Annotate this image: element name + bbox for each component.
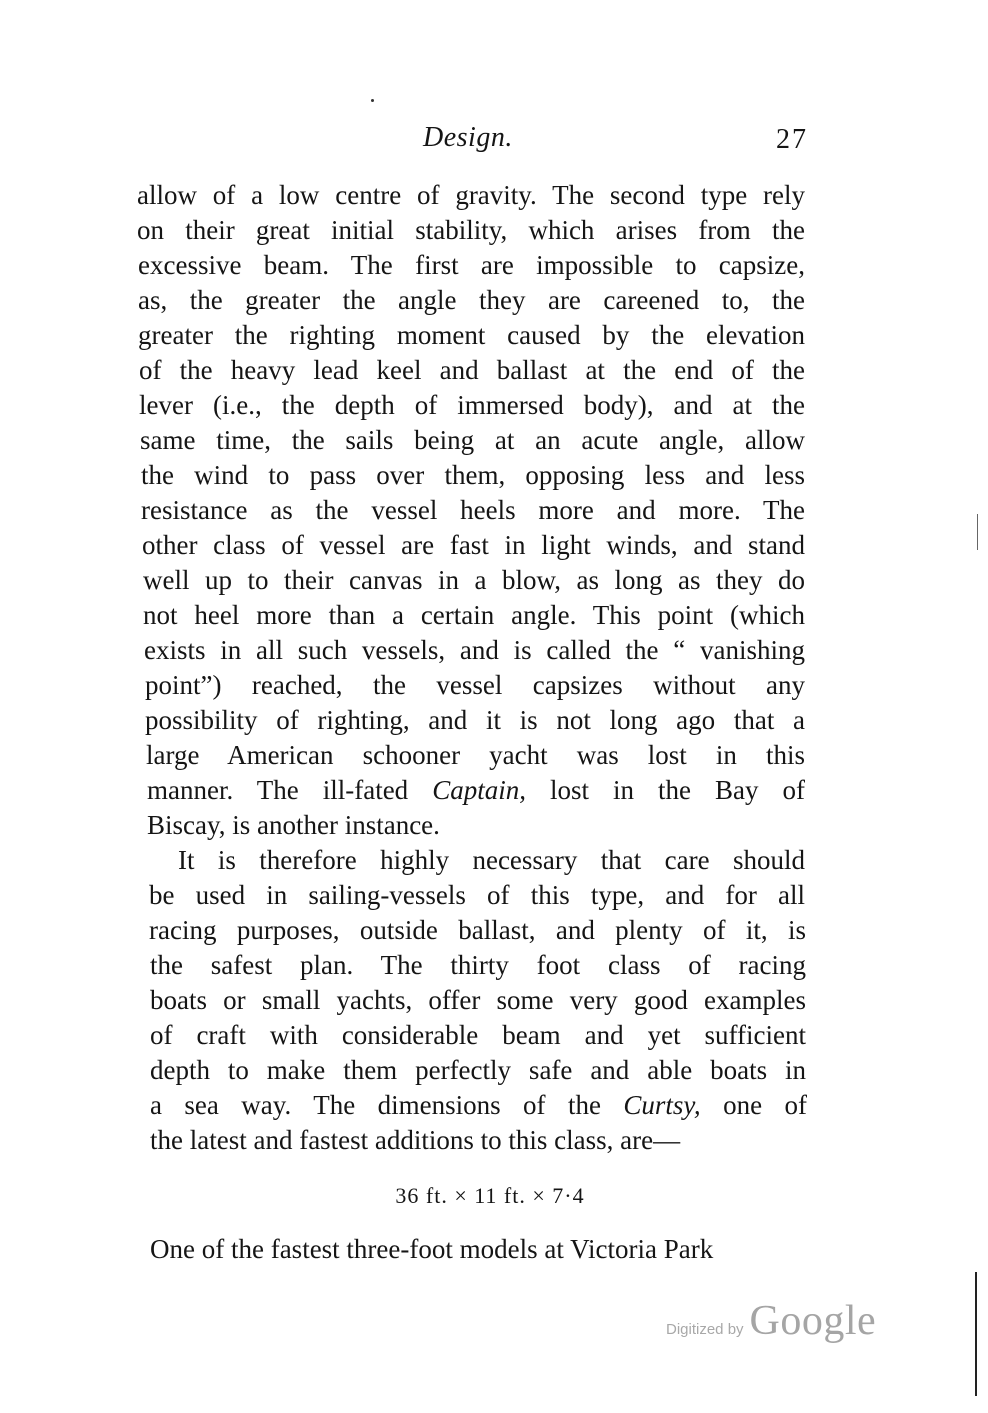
text-line: greater the righting moment caused by the elevation	[138, 320, 805, 350]
text-line: of the heavy lead keel and ballast at the end of the	[139, 355, 805, 385]
text-line: on their great initial stability, which arises from the	[137, 215, 805, 245]
running-header	[0, 122, 988, 162]
text-line	[150, 1088, 807, 1123]
text-segment: a sea way. The dimensions of the	[150, 1090, 624, 1120]
google-watermark	[666, 1297, 876, 1347]
page-number: 27	[776, 124, 808, 155]
scan-edge-mark	[977, 514, 978, 550]
text-line: large American schooner yacht was lost in this	[146, 740, 805, 770]
ship-name-curtsy: Curtsy,	[623, 1090, 701, 1120]
stray-dot	[371, 99, 374, 102]
dimensions-text: 36 ft. × 11 ft. × 7·4	[395, 1183, 585, 1208]
text-line: the latest and fastest additions to this class, are—	[150, 1125, 681, 1155]
dimensions-formula	[0, 1183, 988, 1209]
text-line: the wind to pass over them, opposing less and less	[141, 460, 805, 490]
scan-edge-mark	[975, 1272, 977, 1396]
text-line: not heel more than a certain angle. This point (which	[143, 600, 805, 630]
text-line: exists in all such vessels, and is called the “ vanishing	[144, 635, 805, 665]
ship-name-captain: Captain,	[432, 775, 526, 805]
text-line: boats or small yachts, offer some very good examples	[150, 985, 806, 1015]
watermark-prefix: Digitized by	[666, 1321, 744, 1338]
text-line: same time, the sails being at an acute angle, allow	[140, 425, 805, 455]
text-line: well up to their canvas in a blow, as long as they do	[143, 565, 805, 595]
text-line: excessive beam. The first are impossible to capsize,	[138, 250, 805, 280]
text-line: racing purposes, outside ballast, and plenty of it, is	[149, 915, 806, 945]
text-line: It is therefore highly necessary that care should	[178, 845, 805, 875]
text-line	[147, 773, 805, 808]
text-line: be used in sailing-vessels of this type, and for all	[149, 880, 805, 910]
text-line: point”) reached, the vessel capsizes without any	[145, 670, 805, 700]
text-line: other class of vessel are fast in light winds, and stand	[142, 530, 805, 560]
text-line: as, the greater the angle they are careened to, the	[138, 285, 805, 315]
text-line: possibility of righting, and it is not long ago that a	[145, 705, 805, 735]
text-segment: manner. The ill-fated	[147, 775, 433, 805]
text-segment: one of	[700, 1090, 807, 1120]
text-line: allow of a low centre of gravity. The second type rely	[137, 180, 805, 210]
text-line: resistance as the vessel heels more and more. The	[141, 495, 805, 525]
google-logo: Google	[749, 1298, 877, 1344]
text-line: depth to make them perfectly safe and able boats in	[150, 1055, 806, 1085]
text-line: of craft with considerable beam and yet sufficient	[150, 1020, 806, 1050]
text-line: One of the fastest three-foot models at Victoria Park	[150, 1234, 714, 1264]
text-line: lever (i.e., the depth of immersed body), and at the	[139, 390, 805, 420]
text-line: Biscay, is another instance.	[147, 810, 440, 840]
header-title: Design.	[423, 122, 513, 153]
text-segment: lost in the Bay of	[525, 775, 805, 805]
text-line: the safest plan. The thirty foot class of racing	[150, 950, 806, 980]
